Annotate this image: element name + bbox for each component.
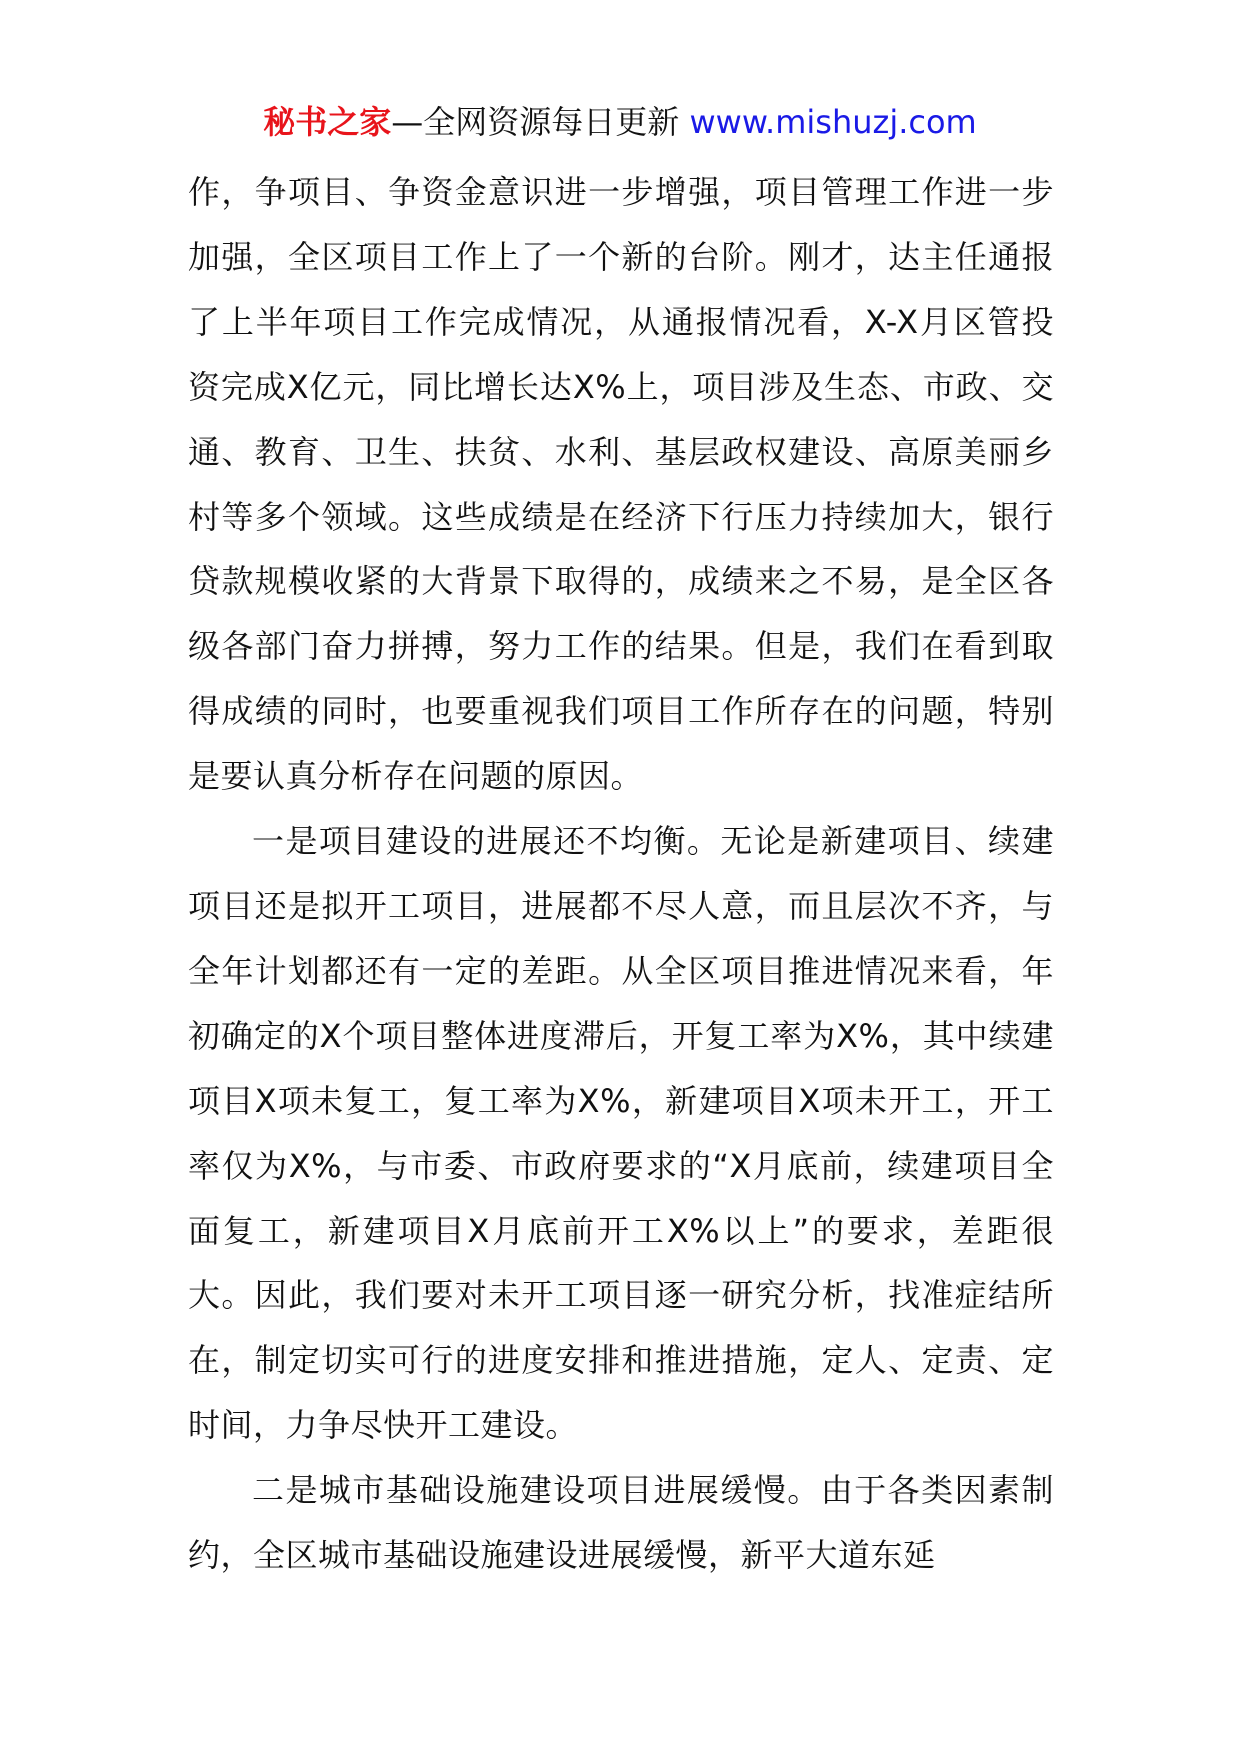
document-body [188, 160, 1054, 1588]
paragraph-2: 一是项目建设的进展还不均衡。无论是新建项目、续建项目还是拟开工项目，进展都不尽人意，而且层次不齐，与全年计划都还有一定的差距。从全区项目推进情况来看，年初确定的X个项目整体进度滞后，开复工率为X%，其中续建项目X项未复工，复工率为X%，新建项目X项未开工，开工率仅为X%，与市委、市政府要求的“X月底前，续建项目全面复工，新建项目X月底前开工X%以上”的要求，差距很大。因此，我们要对未开工项目逐一研究分析，找准症结所在，制定切实可行的进度安排和推进措施，定人、定责、定时间，力争尽快开工建设。 [188, 822, 1054, 1445]
paragraph-3: 二是城市基础设施建设项目进展缓慢。由于各类因素制约，全区城市基础设施建设进展缓慢，新平大道东延 [188, 1471, 1054, 1575]
header-brand: 秘书之家 [263, 103, 392, 141]
header-url[interactable]: www.mishuzj.com [689, 103, 977, 141]
header-slogan: —全网资源每日更新 [391, 103, 690, 141]
paragraph-1: 作，争项目、争资金意识进一步增强，项目管理工作进一步加强，全区项目工作上了一个新的台阶。刚才，达主任通报了上半年项目工作完成情况，从通报情况看，X-X月区管投资完成X亿元，同比增长达X%上，项目涉及生态、市政、交通、教育、卫生、扶贫、水利、基层政权建设、高原美丽乡村等多个领域。这些成绩是在经济下行压力持续加大，银行贷款规模收紧的大背景下取得的，成绩来之不易，是全区各级各部门奋力拼搏，努力工作的结果。但是，我们在看到取得成绩的同时，也要重视我们项目工作所存在的问题，特别是要认真分析存在问题的原因。 [188, 173, 1054, 796]
page-header [0, 100, 1240, 144]
